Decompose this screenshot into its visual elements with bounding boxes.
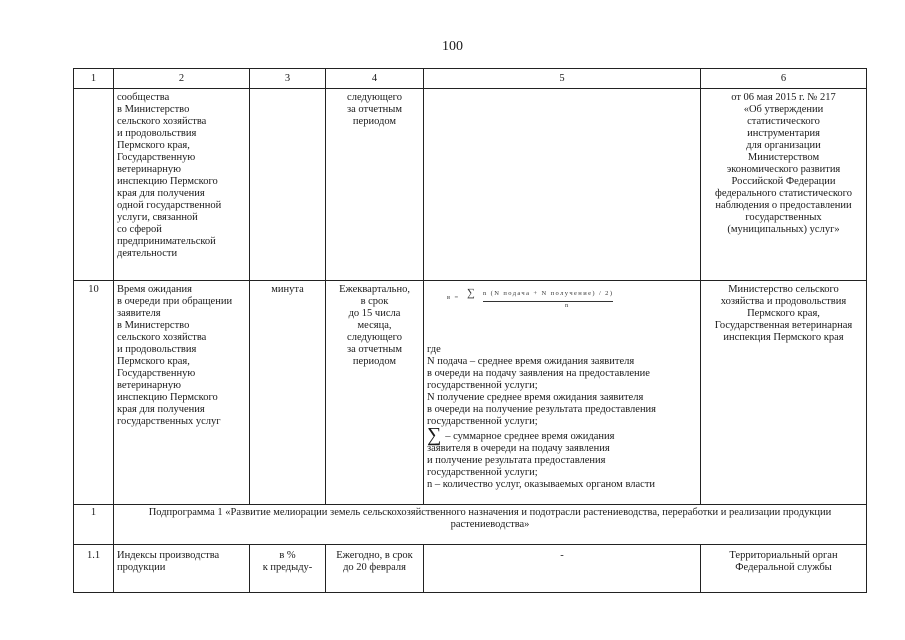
- formula-numerator: n (N подача + N получение) / 2): [483, 288, 613, 302]
- source-cell: Территориальный орган Федеральной службы: [701, 545, 867, 593]
- indicator-name-cell: Время ожидания в очереди при обращении заявителя в Министерство сельского хозяйства и продовольствия Пермского края, Государственную ветеринарную инспекцию Пермского края для получения государственных услуг: [114, 281, 250, 505]
- indicators-table: [73, 68, 867, 593]
- table-row: [74, 545, 867, 593]
- periodicity-cell: следующего за отчетным периодом: [326, 89, 424, 281]
- indicator-name-cell: Индексы производства продукции: [114, 545, 250, 593]
- periodicity-cell: Ежегодно, в срок до 20 февраля: [326, 545, 424, 593]
- formula-cell: -: [424, 545, 701, 593]
- formula: [447, 284, 687, 314]
- formula-denominator: n: [565, 302, 570, 309]
- formula-lhs: в =: [447, 294, 460, 301]
- header-cell: 3: [250, 69, 326, 89]
- indicator-name-cell: сообщества в Министерство сельского хозяйства и продовольствия Пермского края, Государственную ветеринарную инспекцию Пермского края для получения одной государственной услуги, связанной со сферой предпринимательской деятельности: [114, 89, 250, 281]
- source-cell: от 06 мая 2015 г. № 217 «Об утверждении статистического инструментария для организации Министерством экономического развития Российской Федерации федерального статистического наблюдения о предоставлении государственных (муниципальных) услуг»: [701, 89, 867, 281]
- table-row: [74, 89, 867, 281]
- page-number: 100: [442, 39, 463, 54]
- row-number-cell: 1.1: [74, 545, 114, 593]
- header-cell: 4: [326, 69, 424, 89]
- sigma-icon: ∑: [427, 424, 442, 446]
- subprogram-row: [74, 505, 867, 545]
- sigma-legend-text: – суммарное среднее время ожидания: [445, 431, 615, 442]
- unit-cell: в % к предыду-: [250, 545, 326, 593]
- formula-cell: [424, 281, 701, 505]
- unit-cell: минута: [250, 281, 326, 505]
- row-number-cell: 10: [74, 281, 114, 505]
- header-cell: 2: [114, 69, 250, 89]
- formula-legend: где N подача – среднее время ожидания заявителя в очереди на подачу заявления на предоставление государственной услуги; N получение среднее время ожидания заявителя в очереди на получение результата предоставления государственной услуги;: [427, 344, 657, 427]
- subprogram-title: Подпрограмма 1 «Развитие мелиорации земель сельскохозяйственного назначения и подотрасли растениеводства, переработки и реализации продукции растениеводства»: [114, 505, 867, 545]
- table-row: [74, 281, 867, 505]
- formula-block: [427, 284, 697, 344]
- header-cell: 5: [424, 69, 701, 89]
- header-cell: 1: [74, 69, 114, 89]
- formula-cell: [424, 89, 701, 281]
- source-cell: Министерство сельского хозяйства и продовольствия Пермского края, Государственная ветеринарная инспекция Пермского края: [701, 281, 867, 505]
- periodicity-cell: Ежеквартально, в срок до 15 числа месяца, следующего за отчетным периодом: [326, 281, 424, 505]
- table-header-row: [74, 69, 867, 89]
- row-number-cell: [74, 89, 114, 281]
- row-number-cell: 1: [74, 505, 114, 545]
- unit-cell: [250, 89, 326, 281]
- sigma-legend-line: [427, 424, 697, 446]
- formula-legend-continued: заявителя в очереди на подачу заявления и получение результата предоставления государственной услуги; n – количество услуг, оказываемых органом власти: [427, 443, 656, 490]
- sigma-icon: ∑: [467, 287, 475, 299]
- header-cell: 6: [701, 69, 867, 89]
